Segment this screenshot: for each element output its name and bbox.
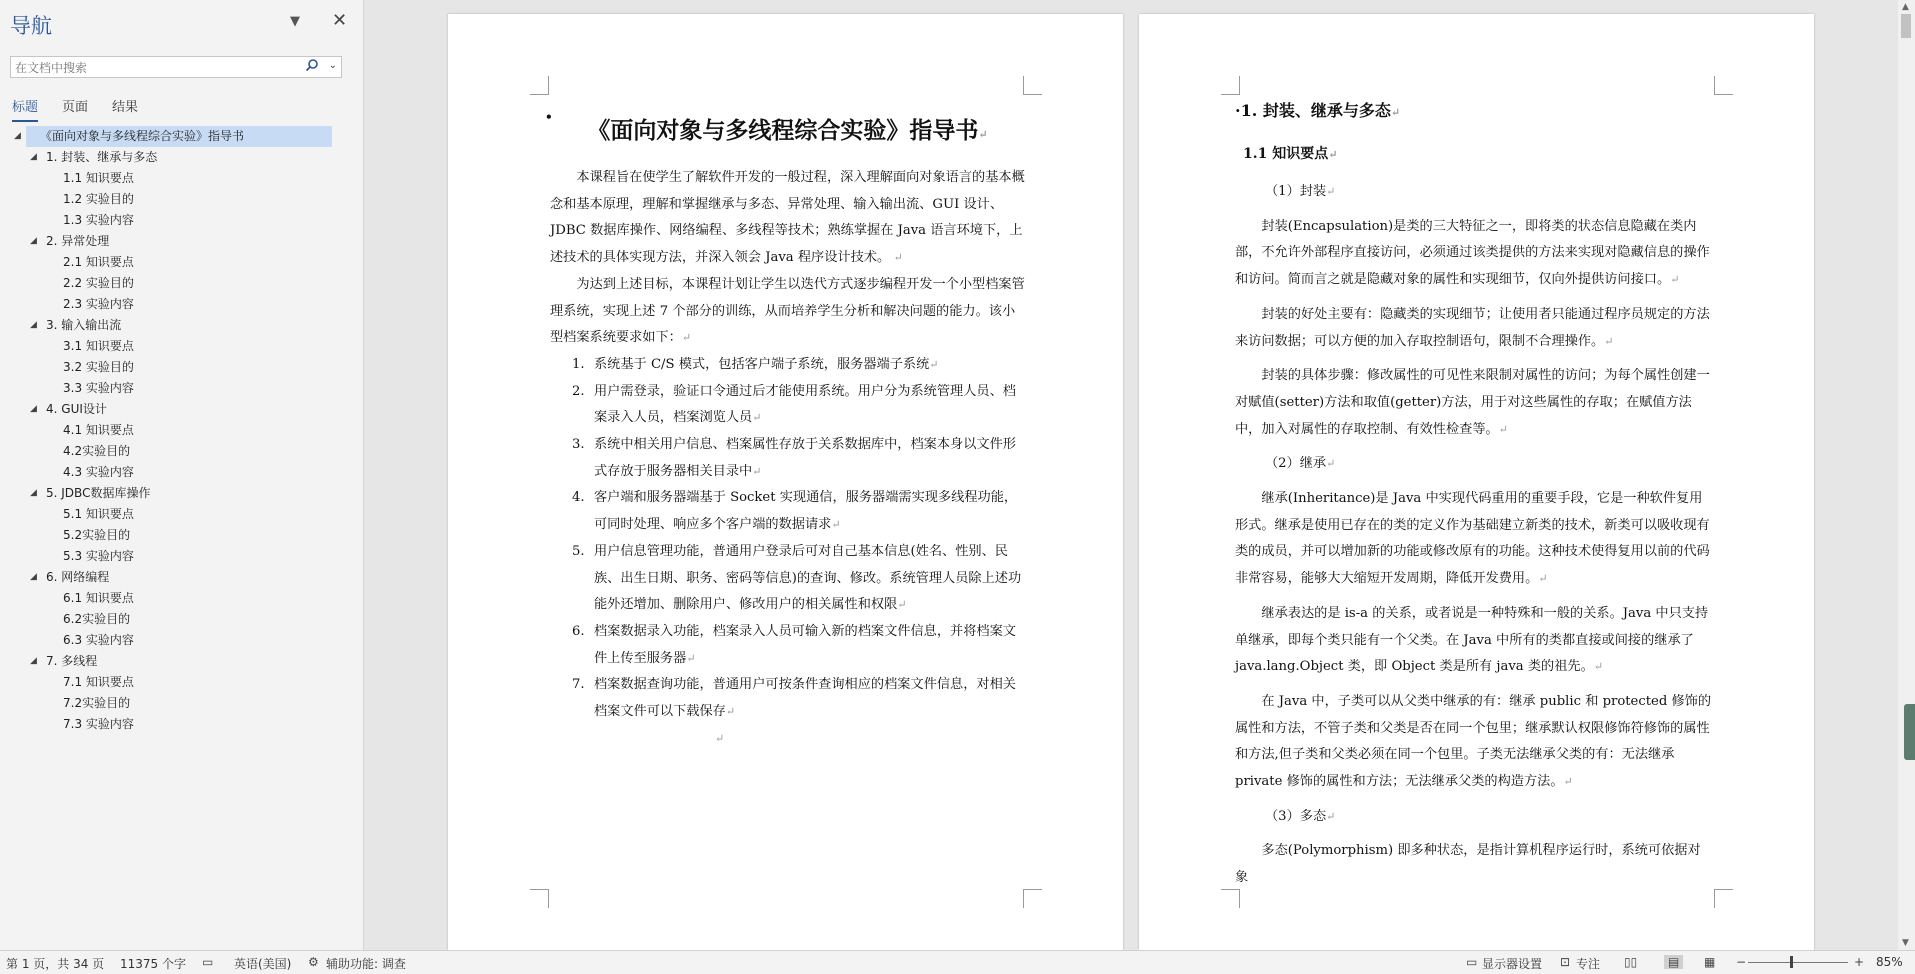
- list-item-text: 用户信息管理功能，普通用户登录后可对自己基本信息(姓名、性别、民族、出生日期、职务、密码等信息)的查询、修改。系统管理人员除上述功能外还增加、删除用户、修改用户的相关属性和权限: [594, 543, 1022, 613]
- zoom-slider-thumb[interactable]: [1790, 956, 1793, 968]
- nav-heading-item[interactable]: [0, 546, 364, 567]
- nav-heading-label: 7. 多线程: [46, 654, 98, 668]
- nav-title: 导航: [10, 14, 52, 38]
- scroll-down-icon[interactable]: ▼: [1902, 938, 1909, 948]
- collapse-triangle-icon[interactable]: ◢: [30, 320, 37, 330]
- accessibility-icon[interactable]: ⚙: [308, 955, 319, 969]
- return-mark-icon: ↵: [929, 357, 939, 371]
- collapse-triangle-icon[interactable]: ◢: [14, 131, 21, 141]
- heading-2[interactable]: [1243, 143, 1713, 163]
- heading-tree: [0, 126, 364, 735]
- requirements-list: [550, 352, 1025, 726]
- nav-tabs: [12, 96, 138, 122]
- nav-heading-item[interactable]: [0, 609, 364, 630]
- nav-heading-label: 3.2 实验目的: [63, 360, 134, 374]
- nav-heading-item[interactable]: [0, 399, 364, 420]
- document-page-2: [1139, 14, 1814, 950]
- nav-heading-label: 1. 封装、继承与多态: [46, 150, 158, 164]
- zoom-out-icon[interactable]: −: [1736, 955, 1747, 969]
- nav-heading-label: 2.2 实验目的: [63, 276, 134, 290]
- document-title-text: 《面向对象与多线程综合实验》指导书: [587, 117, 979, 144]
- nav-heading-label: 4.2实验目的: [63, 444, 131, 458]
- body-paragraph[interactable]: [1235, 363, 1713, 443]
- list-item[interactable]: [550, 432, 1025, 485]
- zoom-slider[interactable]: [1748, 962, 1848, 963]
- list-item[interactable]: [550, 539, 1025, 619]
- zoom-in-icon[interactable]: +: [1854, 955, 1865, 969]
- nav-heading-label: 《面向对象与多线程综合实验》指导书: [40, 129, 245, 143]
- proofing-icon[interactable]: ▭: [202, 955, 214, 969]
- search-options-chevron-down-icon[interactable]: ⌄: [328, 60, 337, 71]
- nav-heading-label: 6. 网络编程: [46, 570, 110, 584]
- nav-heading-label: 4.1 知识要点: [63, 423, 134, 437]
- crop-mark: [1714, 76, 1733, 95]
- list-item-text: 系统基于 C/S 模式，包括客户端子系统，服务器端子系统: [594, 356, 930, 372]
- body-paragraph[interactable]: [1235, 689, 1713, 796]
- nav-heading-item[interactable]: [0, 588, 364, 609]
- return-mark-icon: ↵: [978, 128, 988, 141]
- body-paragraph-text: 封装的好处主要有：隐藏类的实现细节；让使用者只能通过程序员规定的方法来访问数据；可以方便的加入存取控制语句，限制不合理操作。: [1235, 306, 1710, 349]
- body-paragraph-text: 封装的具体步骤：修改属性的可见性来限制对属性的访问；为每个属性创建一对赋值(setter)方法和取值(getter)方法，用于对这些属性的存取；在赋值方法中，加入对属性的存取控制、有效性检查等。: [1235, 368, 1710, 437]
- nav-heading-label: 7.3 实验内容: [63, 717, 134, 731]
- list-item-text: 档案数据录入功能，档案录入人员可输入新的档案文件信息，并将档案文件上传至服务器: [594, 623, 1016, 666]
- paragraph-mark-icon: •: [545, 110, 553, 124]
- heading-3-text: （3）多态: [1265, 808, 1327, 824]
- page2-sections: [1235, 179, 1713, 892]
- body-paragraph-text: 多态(Polymorphism) 即多种状态，是指计算机程序运行时，系统可依据对象: [1235, 843, 1701, 886]
- collapse-triangle-icon[interactable]: ◢: [30, 572, 37, 582]
- return-mark-icon: ↵: [1563, 775, 1573, 789]
- list-item-text: 用户需登录，验证口令通过后才能使用系统。用户分为系统管理人员、档案录入人员，档案浏览人员: [594, 383, 1016, 426]
- nav-heading-item[interactable]: [0, 420, 364, 441]
- side-panel-tab[interactable]: [1904, 704, 1915, 760]
- nav-heading-item[interactable]: [0, 672, 364, 693]
- nav-heading-item[interactable]: [0, 462, 364, 483]
- return-mark-icon: ↵: [686, 651, 696, 665]
- nav-heading-item[interactable]: [14, 126, 332, 147]
- body-paragraph-text: 封装(Encapsulation)是类的三大特征之一，即将类的状态信息隐藏在类内部，不允许外部程序直接访问，必须通过该类提供的方法来实现对隐藏信息的操作和访问。简而言之就是隐藏对象的属性和实现细节，仅向外提供访问接口。: [1235, 218, 1710, 288]
- heading-3-text: （1）封装: [1265, 184, 1327, 199]
- nav-heading-label: 3. 输入输出流: [46, 318, 122, 332]
- crop-mark: [1023, 76, 1042, 95]
- heading-3-text: （2）继承: [1265, 456, 1327, 472]
- return-mark-icon: ↵: [897, 598, 907, 612]
- language[interactable]: 英语(美国): [234, 957, 292, 971]
- nav-options-chevron-icon[interactable]: ▼: [290, 14, 300, 29]
- display-settings-icon[interactable]: ▭: [1466, 955, 1478, 969]
- tab-results[interactable]: 结果: [112, 100, 139, 115]
- return-mark-icon: ↵: [752, 411, 762, 425]
- list-item[interactable]: [550, 619, 1025, 672]
- list-item-text: 档案数据查询功能，普通用户可按条件查询相应的档案文件信息，对相关档案文件可以下载保存: [594, 677, 1016, 720]
- nav-heading-label: 5.2实验目的: [63, 528, 131, 542]
- nav-heading-label: 2.1 知识要点: [63, 255, 134, 269]
- nav-heading-label: 4. GUI设计: [46, 402, 107, 416]
- list-number: 2.: [572, 383, 585, 399]
- document-title[interactable]: [545, 110, 1025, 145]
- list-number: 7.: [572, 677, 585, 693]
- page1-body[interactable]: [545, 110, 1025, 752]
- nav-heading-label: 3.1 知识要点: [63, 339, 134, 353]
- collapse-triangle-icon[interactable]: ◢: [30, 236, 37, 246]
- intro-paragraph-2[interactable]: [550, 272, 1025, 352]
- nav-heading-item[interactable]: [0, 651, 364, 672]
- list-number: 5.: [572, 543, 585, 559]
- nav-heading-label: 6.1 知识要点: [63, 591, 134, 605]
- list-number: 3.: [572, 437, 585, 453]
- nav-heading-item[interactable]: [0, 168, 364, 189]
- list-item[interactable]: [550, 485, 1025, 538]
- intro-paragraph-1[interactable]: [550, 165, 1025, 272]
- scroll-thumb[interactable]: [1901, 14, 1911, 38]
- nav-heading-label: 3.3 实验内容: [63, 381, 134, 395]
- collapse-triangle-icon[interactable]: ◢: [30, 404, 37, 414]
- nav-heading-item[interactable]: [0, 147, 364, 168]
- return-mark-icon: ↵: [715, 731, 725, 745]
- collapse-triangle-icon[interactable]: ◢: [30, 488, 37, 498]
- body-paragraph-text: 继承表达的是 is-a 的关系，或者说是一种特殊和一般的关系。Java 中只支持单继承，即每个类只能有一个父类。在 Java 中所有的类都直接或间接的继承了 java.lang.Object 类，即 Object 类是所有 java 类的祖先。: [1235, 605, 1709, 675]
- nav-heading-item[interactable]: [0, 567, 364, 588]
- scroll-up-icon[interactable]: ▲: [1902, 2, 1909, 12]
- intro-paragraph-2-text: 为达到上述目标，本课程计划让学生以迭代方式逐步编程开发一个小型档案管理系统，实现上述 7 个部分的训练，从而培养学生分析和解决问题的能力。该小型档案系统要求如下：: [550, 276, 1025, 346]
- return-mark-icon: ↵: [890, 251, 903, 265]
- crop-mark: [1023, 889, 1042, 908]
- status-bar: [0, 950, 1915, 974]
- list-number: 6.: [572, 623, 585, 639]
- nav-heading-label: 5. JDBC数据库操作: [46, 486, 151, 500]
- tab-headings[interactable]: 标题: [12, 96, 38, 122]
- return-mark-icon: ↵: [1328, 148, 1338, 161]
- document-page-1: [448, 14, 1123, 950]
- return-mark-icon: ↵: [831, 518, 841, 532]
- body-paragraph[interactable]: [1235, 486, 1713, 593]
- heading-3[interactable]: [1265, 179, 1713, 206]
- crop-mark: [530, 76, 549, 95]
- tab-pages[interactable]: 页面: [62, 100, 89, 115]
- nav-heading-item[interactable]: [0, 273, 364, 294]
- list-item[interactable]: [550, 352, 1025, 379]
- collapse-triangle-icon[interactable]: ◢: [30, 656, 37, 666]
- collapse-triangle-icon[interactable]: ◢: [30, 152, 37, 162]
- nav-heading-label: 2. 异常处理: [46, 234, 110, 248]
- nav-heading-label: 1.3 实验内容: [63, 213, 134, 227]
- nav-heading-item[interactable]: [0, 294, 364, 315]
- nav-search-box[interactable]: [10, 56, 342, 78]
- list-item[interactable]: [550, 379, 1025, 432]
- nav-heading-label: 2.3 实验内容: [63, 297, 134, 311]
- body-paragraph[interactable]: [1235, 214, 1713, 294]
- nav-heading-label: 7.1 知识要点: [63, 675, 134, 689]
- body-paragraph-text: 继承(Inheritance)是 Java 中实现代码重用的重要手段，它是一种软件复用形式。继承是使用已存在的类的定义作为基础建立新类的技术，新类可以吸收现有类的成员，并可以增加新的功能或修改原有的功能。这种技术使得复用以前的代码非常容易，能够大大缩短开发周期，降低开发费用。: [1235, 491, 1710, 587]
- nav-heading-item[interactable]: [0, 231, 364, 252]
- return-mark-icon: ↵: [725, 705, 736, 719]
- return-mark-icon: ↵: [681, 331, 692, 345]
- nav-heading-label: 7.2实验目的: [63, 696, 131, 710]
- intro-paragraph-1-text: 本课程旨在使学生了解软件开发的一般过程，深入理解面向对象语言的基本概念和基本原理，理解和掌握继承与多态、异常处理、输入输出流、GUI 设计、JDBC 数据库操作、网络编程、多线程等技术；熟练掌握在 Java 语言环境下，上述技术的具体实现方法，并深入领会 Java 程序设计技术。: [550, 170, 1025, 266]
- body-paragraph-text: 在 Java 中，子类可以从父类中继承的有：继承 public 和 protected 修饰的属性和方法，不管子类和父类是否在同一个包里；继承默认权限修饰符修饰的属性和方法,但子类和父类必须在同一个包里。子类无法继承父类的有：无法继承 private 修饰的属性和方法；无法继承父类的构造方法。: [1235, 693, 1712, 790]
- page-count[interactable]: 第 1 页，共 34 页: [6, 957, 105, 971]
- nav-heading-item[interactable]: [0, 189, 364, 210]
- nav-heading-item[interactable]: [0, 357, 364, 378]
- heading-1-text: 1. 封装、继承与多态: [1240, 101, 1391, 120]
- crop-mark: [530, 889, 549, 908]
- search-icon[interactable]: [305, 58, 319, 76]
- nav-heading-item[interactable]: [0, 315, 364, 336]
- list-item-text: 客户端和服务器端基于 Socket 实现通信，服务器端需实现多线程功能，可同时处理、响应多个客户端的数据请求: [594, 490, 1018, 533]
- body-paragraph[interactable]: [1235, 302, 1713, 355]
- return-mark-icon: ↵: [1326, 185, 1336, 198]
- accessibility-status[interactable]: 辅助功能: 调查: [326, 957, 406, 971]
- word-count[interactable]: 11375 个字: [120, 957, 186, 971]
- return-mark-icon: ↵: [1593, 660, 1604, 674]
- web-layout-icon[interactable]: ▦: [1704, 955, 1716, 969]
- nav-heading-label: 1.1 知识要点: [63, 171, 134, 185]
- list-number: 4.: [572, 490, 585, 506]
- nav-heading-label: 1.2 实验目的: [63, 192, 134, 206]
- nav-heading-label: 5.1 知识要点: [63, 507, 134, 521]
- nav-heading-label: 6.2实验目的: [63, 612, 131, 626]
- display-settings[interactable]: 显示器设置: [1482, 957, 1543, 971]
- heading-3[interactable]: [1265, 804, 1713, 831]
- zoom-level[interactable]: 85%: [1876, 955, 1903, 969]
- crop-mark: [1221, 76, 1240, 95]
- list-item[interactable]: [550, 672, 1025, 725]
- nav-heading-label: 5.3 实验内容: [63, 549, 134, 563]
- nav-heading-label: 4.3 实验内容: [63, 465, 134, 479]
- crop-mark: [1714, 889, 1733, 908]
- nav-heading-label: 6.3 实验内容: [63, 633, 134, 647]
- return-mark-icon: ↵: [1538, 572, 1548, 586]
- heading-3[interactable]: [1265, 451, 1713, 478]
- nav-heading-item[interactable]: [0, 378, 364, 399]
- close-icon[interactable]: ✕: [332, 10, 348, 31]
- body-paragraph[interactable]: [1235, 601, 1713, 681]
- nav-heading-item[interactable]: [0, 441, 364, 462]
- nav-heading-item[interactable]: [0, 525, 364, 546]
- print-layout-icon[interactable]: ▤: [1664, 955, 1683, 969]
- return-mark-icon: ↵: [1498, 422, 1508, 436]
- nav-heading-item[interactable]: [0, 693, 364, 714]
- list-item-text: 系统中相关用户信息、档案属性存放于关系数据库中，档案本身以文件形式存放于服务器相关目录中: [594, 437, 1016, 479]
- nav-heading-item[interactable]: [0, 336, 364, 357]
- nav-heading-item[interactable]: [0, 252, 364, 273]
- return-mark-icon: ↵: [752, 464, 762, 478]
- list-number: 1.: [572, 356, 585, 372]
- body-paragraph[interactable]: [1235, 838, 1713, 891]
- nav-heading-item[interactable]: [0, 210, 364, 231]
- read-mode-icon[interactable]: ▯▯: [1624, 955, 1638, 969]
- return-mark-icon: ↵: [1326, 809, 1336, 823]
- vertical-scrollbar[interactable]: [1898, 0, 1915, 950]
- return-mark-icon: ↵: [1390, 106, 1401, 119]
- return-mark-icon: ↵: [1604, 334, 1614, 348]
- nav-heading-item[interactable]: [0, 504, 364, 525]
- nav-heading-item[interactable]: [0, 714, 364, 735]
- return-mark-icon: ↵: [1670, 273, 1680, 287]
- navigation-pane: [0, 0, 364, 950]
- heading-1[interactable]: ·1. 封装、继承与多态↵: [1235, 101, 1401, 120]
- focus-icon[interactable]: ⊡: [1560, 955, 1571, 969]
- search-input[interactable]: [11, 58, 309, 78]
- return-mark-icon: ↵: [1326, 457, 1336, 471]
- heading-2-text: 1.1 知识要点: [1243, 146, 1329, 162]
- focus-mode[interactable]: 专注: [1576, 957, 1601, 971]
- page2-body[interactable]: [1235, 98, 1713, 900]
- nav-heading-item[interactable]: [0, 483, 364, 504]
- nav-heading-item[interactable]: [0, 630, 364, 651]
